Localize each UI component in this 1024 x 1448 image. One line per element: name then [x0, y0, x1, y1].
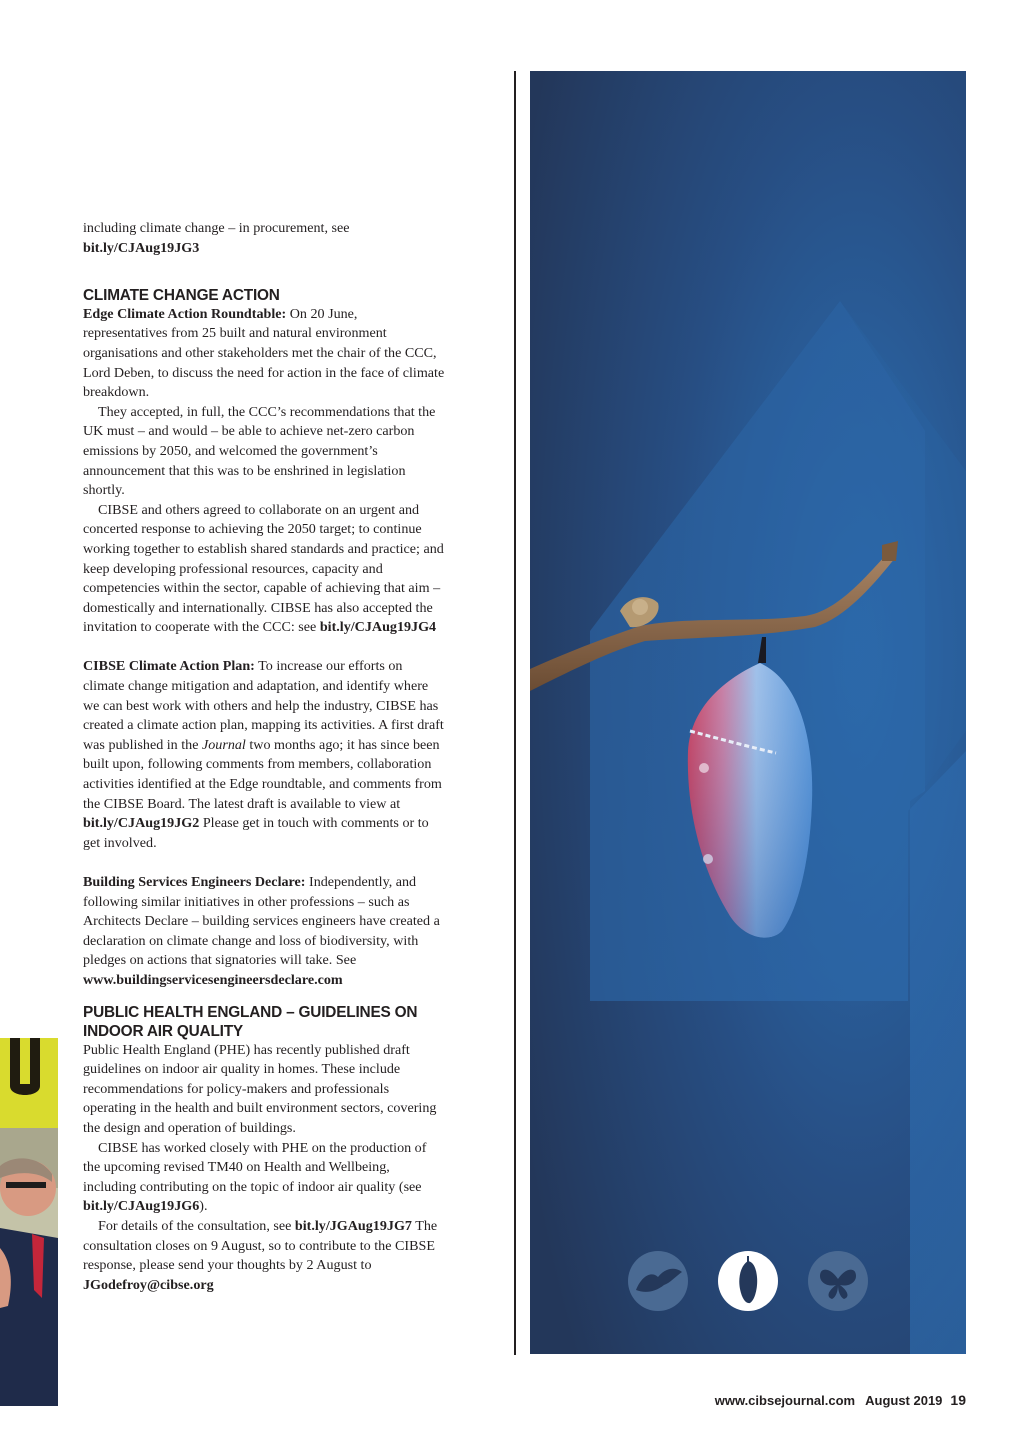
- paragraph-text: ).: [199, 1198, 208, 1215]
- page-footer: [715, 1392, 966, 1408]
- paragraph-bse-declare: [83, 873, 445, 991]
- footer-website[interactable]: www.cibsejournal.com: [714, 1393, 856, 1408]
- article-column: [83, 219, 445, 1295]
- section-heading-phe: PUBLIC HEALTH ENGLAND – GUIDELINES ON INDOOR AIR QUALITY: [83, 1003, 418, 1040]
- lead-edge-roundtable: Edge Climate Action Roundtable:: [83, 305, 287, 322]
- paragraph-text: Independently, and following similar initiatives in other professions – such as Architects Declare – building services engineers have created a declaration on climate change and loss of biodiversity, with pledges on actions that signatories will take. See: [83, 874, 440, 969]
- paragraph-collaboration: [83, 501, 445, 638]
- section-heading-climate-action: CLIMATE CHANGE ACTION: [83, 286, 280, 304]
- column-divider: [514, 71, 516, 1355]
- paragraph-text: two months ago; it has since been built upon, following comments from members, collaboration activities identified at the Edge roundtable, and comments from the CIBSE Board. The latest draft is available to view at: [83, 736, 442, 812]
- journal-italic: Journal: [202, 736, 246, 753]
- footer-month: August 2019: [865, 1393, 943, 1408]
- intro-link[interactable]: bit.ly/CJAug19JG3: [83, 239, 200, 256]
- paragraph-text: CIBSE and others agreed to collaborate on an urgent and concerted response to achieving the 2050 target; to continue working together to establish shared standards and practice; and keep developing professional resources, capacity and competencies within the sector, capable of achieving that aim – domestically and internationally. CIBSE has also accepted the invitation to cooperate with the CCC: see: [83, 501, 444, 636]
- bat-icon: [628, 1251, 688, 1311]
- lead-climate-action-plan: CIBSE Climate Action Plan:: [83, 658, 255, 675]
- lifecycle-icons: [530, 71, 966, 1354]
- email-link[interactable]: JGodefroy@cibse.org: [83, 1276, 214, 1293]
- paragraph-text: CIBSE has worked closely with PHE on the production of the upcoming revised TM40 on Health and Wellbeing, including contributing on the topic of indoor air quality (see: [83, 1139, 427, 1195]
- paragraph-tm40: [83, 1139, 445, 1217]
- paragraph-text: On 20 June, representatives from 25 built and natural environment organisations and other stakeholders met the chair of the CCC, Lord Deben, to discuss the need for action in the face of climate breakdown.: [83, 305, 445, 401]
- link-jg6[interactable]: bit.ly/CJAug19JG6: [83, 1198, 200, 1215]
- paragraph-text: Please get in touch with comments or to get involved.: [83, 815, 429, 851]
- photo-graphic: [0, 1038, 58, 1406]
- illustration-panel: [530, 71, 966, 1354]
- paragraph-ccc-recommendations: They accepted, in full, the CCC’s recommendations that the UK must – and would – be able to achieve net-zero carbon emissions by 2050, and welcomed the government’s announcement that this was to be enshrined in legislation shortly.: [83, 403, 436, 499]
- page-number: 19: [950, 1392, 966, 1408]
- link-jg2[interactable]: bit.ly/CJAug19JG2: [83, 815, 200, 832]
- link-jg4[interactable]: bit.ly/CJAug19JG4: [319, 619, 437, 636]
- paragraph-climate-action-plan: [83, 657, 445, 853]
- lead-bse-declare: Building Services Engineers Declare:: [83, 874, 306, 890]
- link-bse-declare[interactable]: www.buildingservicesengineersdeclare.com: [83, 971, 343, 988]
- paragraph-text: The consultation closes on 9 August, so to contribute to the CIBSE response, please send your thoughts by 2 August to: [83, 1217, 438, 1274]
- link-jg7[interactable]: bit.ly/JGAug19JG7: [294, 1217, 412, 1234]
- intro-paragraph: [83, 219, 445, 258]
- chrysalis-icon: [718, 1251, 778, 1311]
- paragraph-consultation: [83, 1217, 445, 1295]
- paragraph-edge-roundtable: [83, 305, 445, 403]
- paragraph-phe-guidelines: Public Health England (PHE) has recently published draft guidelines on indoor air quality in homes. These include recommendations for policy-makers and professionals operating in the health and built environment sectors, covering the design and operation of buildings.: [83, 1041, 437, 1136]
- intro-text: including climate change – in procurement, see: [83, 220, 350, 236]
- butterfly-icon: [808, 1251, 868, 1311]
- partial-portrait-photo: [0, 1038, 58, 1406]
- paragraph-text: To increase our efforts on climate change mitigation and adaptation, and identify where we can best work with others and help the industry, CIBSE has created a climate action plan, mapping its activities. A first draft was published in the: [83, 658, 444, 753]
- paragraph-text: For details of the consultation, see: [98, 1217, 295, 1234]
